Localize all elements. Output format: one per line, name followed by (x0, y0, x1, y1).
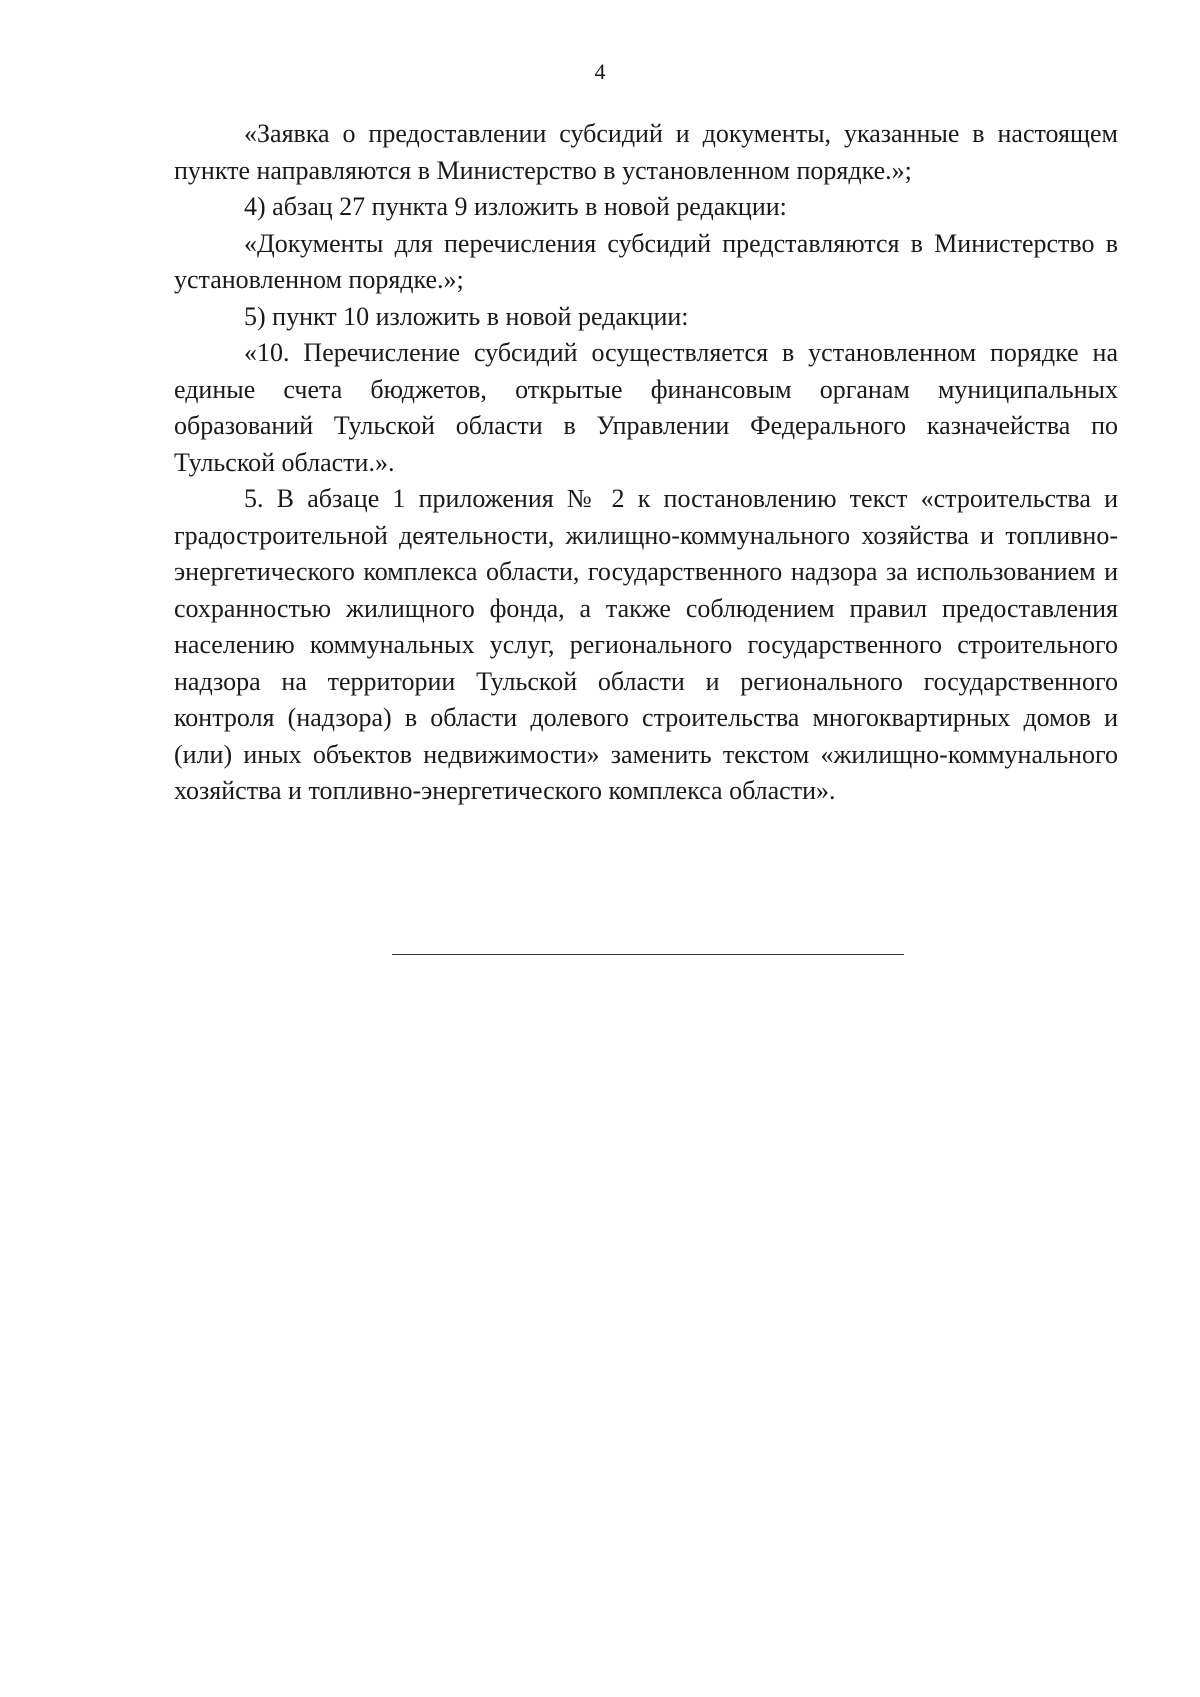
paragraph-transfer-documents: «Документы для перечисления субсидий представляются в Министерство в установленном порядке.»; (174, 228, 1118, 294)
paragraph-annex-2: 5. В абзаце 1 приложения № 2 к постановлению текст «строительства и градостроительной деятельности, жилищно-коммунального хозяйства и топливно-энергетического комплекса области, государственного надзора за использованием и сохранностью жилищного фонда, а также соблюдением правил предоставления населению коммунальных услуг, регионального государственного строительного надзора на территории Тульской области и регионального государственного контроля (надзора) в области долевого строительства многоквартирных домов и (или) иных объектов недвижимости» заменить текстом «жилищно-коммунального хозяйства и топливно-энергетического комплекса области». (174, 484, 1118, 805)
paragraph-application-submission: «Заявка о предоставлении субсидий и документы, указанные в настоящем пункте направляются в Министерство в установленном порядке.»; (174, 119, 1118, 185)
paragraph-point-10: «10. Перечисление субсидий осуществляется в установленном порядке на единые счета бюджетов, открытые финансовым органам муниципальных образований Тульской области в Управлении Федерального казначейства по Тульской области.». (174, 338, 1118, 477)
paragraph-item-5: 5) пункт 10 изложить в новой редакции: (244, 301, 689, 331)
end-separator-line (392, 954, 904, 955)
paragraph-item-4: 4) абзац 27 пункта 9 изложить в новой редакции: (244, 192, 787, 221)
document-body (174, 116, 1118, 810)
page-number: 4 (594, 59, 606, 84)
